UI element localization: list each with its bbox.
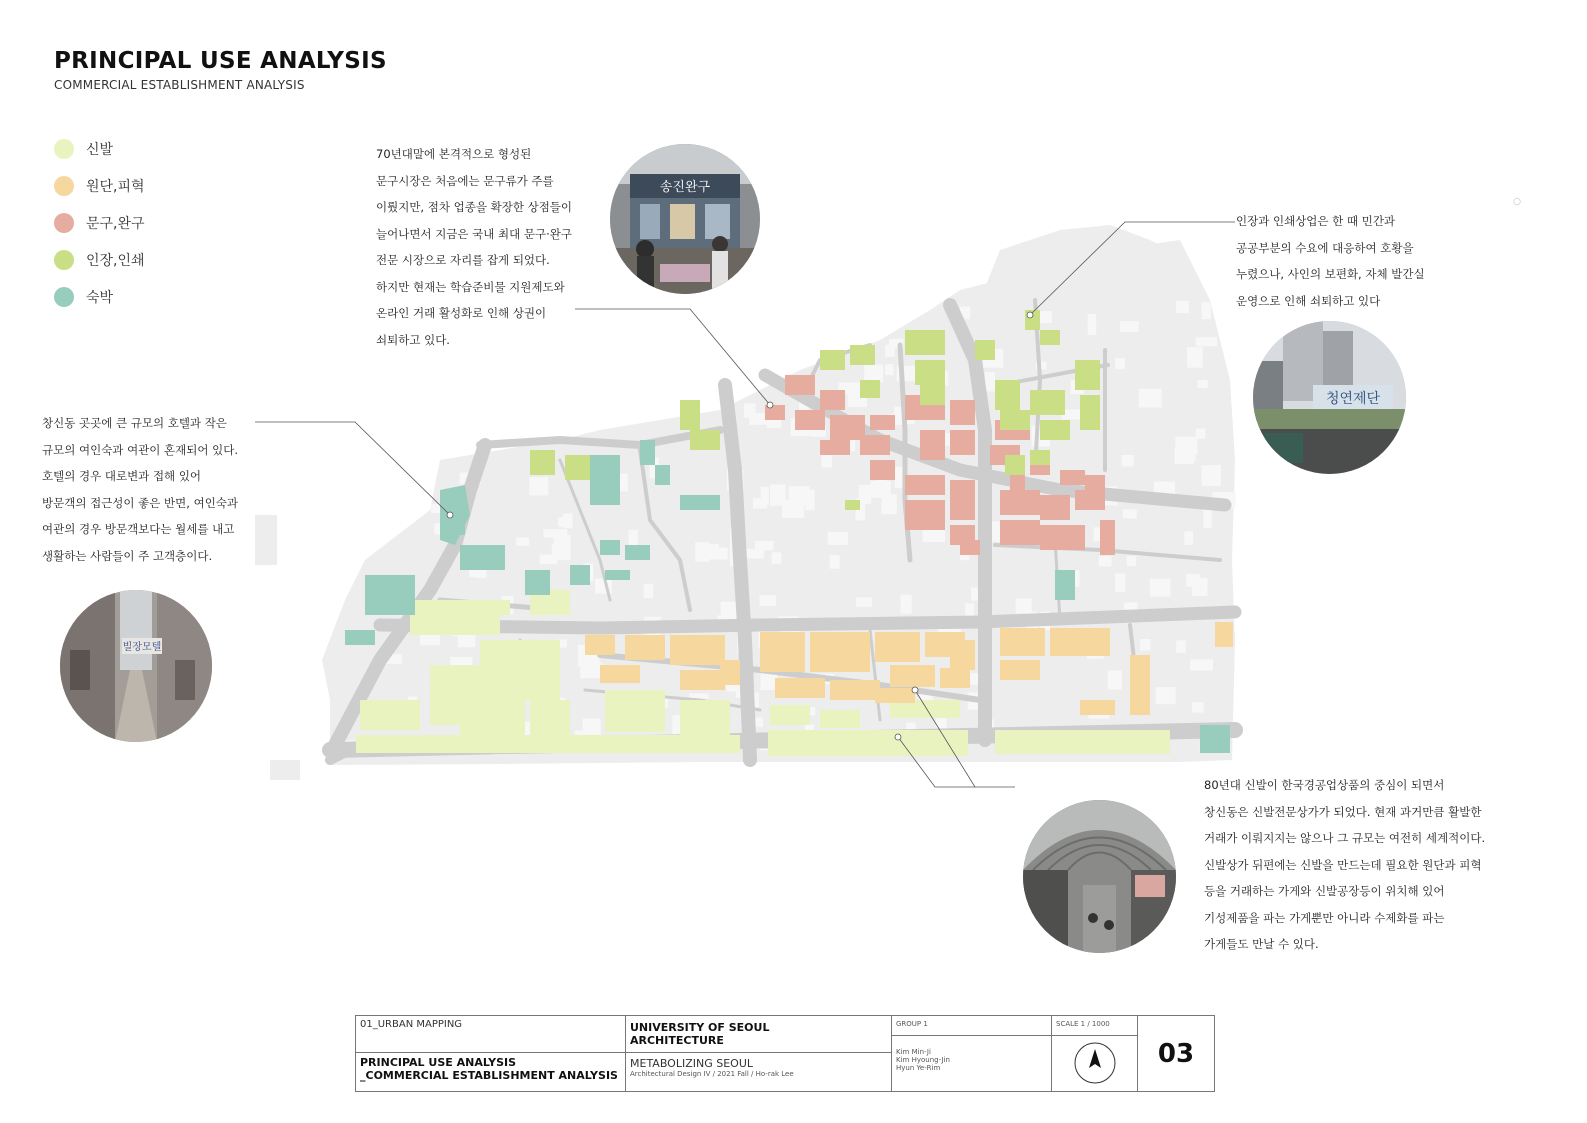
parcel-printing <box>1030 390 1065 415</box>
parcel-printing <box>975 340 995 360</box>
building <box>552 545 571 561</box>
parcel-stationery <box>1040 525 1085 550</box>
building <box>1115 358 1125 369</box>
parcel-fabric <box>1000 628 1045 656</box>
parcel-shoes <box>768 730 968 756</box>
parcel-printing <box>995 380 1020 410</box>
parcel-printing <box>860 380 880 398</box>
member-name: Kim Min-Ji <box>896 1048 931 1056</box>
parcel-stationery <box>1085 475 1105 490</box>
photo-printing-street <box>1253 321 1406 474</box>
member-name: Hyun Ye-Rim <box>896 1064 941 1072</box>
building <box>629 530 638 546</box>
building <box>644 584 654 598</box>
parcel-stationery <box>905 500 945 530</box>
building <box>558 517 567 527</box>
parcel-stationery <box>820 440 850 455</box>
parcel-fabric <box>625 635 665 660</box>
sheet-title-line-1: PRINCIPAL USE ANALYSIS <box>360 1056 517 1069</box>
parcel-lodging <box>1055 570 1075 600</box>
building <box>1108 671 1122 690</box>
building <box>1150 579 1171 597</box>
note-line: 쇠퇴하고 있다. <box>376 332 450 347</box>
note-line: 생활하는 사람들이 주 고객층이다. <box>42 548 213 563</box>
page-title: PRINCIPAL USE ANALYSIS <box>54 48 387 74</box>
building <box>1196 429 1206 439</box>
north-arrow-icon <box>1052 1036 1138 1091</box>
building <box>1130 270 1160 290</box>
parcel-fabric <box>775 678 825 698</box>
building <box>1202 465 1222 486</box>
parcel-shoes <box>530 700 570 740</box>
building <box>1203 508 1211 528</box>
title-block-north-cell <box>1052 1036 1138 1091</box>
title-block-section-cell <box>356 1016 626 1053</box>
project-name: METABOLIZING SEOUL <box>630 1057 754 1070</box>
parcel-stationery <box>1040 495 1070 520</box>
parcel-shoes <box>480 640 560 700</box>
parcel-stationery <box>950 430 975 455</box>
note-line: 이뤘지만, 점차 업종을 확장한 상점들이 <box>376 200 573 214</box>
building <box>1156 687 1176 704</box>
parcel-printing <box>915 360 945 385</box>
building <box>1176 301 1189 313</box>
parcel-lodging <box>590 455 620 505</box>
building <box>1196 337 1217 346</box>
note-line: 신발상가 뒤편에는 신발을 만드는데 필요한 원단과 피혁 <box>1204 857 1482 872</box>
building <box>1184 532 1193 545</box>
note-line: 전문 시장으로 자리를 잡게 되었다. <box>376 253 550 267</box>
parcel-shoes <box>820 710 860 728</box>
leader-line <box>255 422 450 515</box>
parcel-printing <box>1040 330 1060 345</box>
parcel-shoes <box>995 730 1170 754</box>
legend-label: 신발 <box>86 141 114 158</box>
parcel-lodging <box>625 545 650 560</box>
parcel-lodging <box>365 575 415 615</box>
parcel-fabric <box>1130 655 1150 715</box>
building <box>755 541 774 550</box>
parcel-stationery <box>860 435 890 455</box>
university-line-1: UNIVERSITY OF SEOUL <box>630 1021 770 1034</box>
building <box>1140 639 1150 650</box>
note-line: 인장과 인쇄상업은 한 때 민간과 <box>1236 214 1396 228</box>
legend-label: 원단,피혁 <box>86 178 145 195</box>
sign-text: 송진완구 <box>659 180 711 195</box>
parcel-fabric <box>760 632 805 672</box>
title-block-group-cell <box>892 1016 1052 1036</box>
parcel-lodging <box>460 545 505 570</box>
parcel-shoes <box>680 700 730 735</box>
note-line: 등을 거래하는 가게와 신발공장등이 위치해 있어 <box>1204 884 1445 898</box>
parcel-fabric <box>670 635 725 665</box>
parcel-fabric <box>890 665 935 687</box>
note-line: 창신동 곳곳에 큰 규모의 호텔과 작은 <box>42 416 227 430</box>
parcel-fabric <box>875 632 920 662</box>
building <box>760 595 776 606</box>
photo-lodging-alley <box>60 590 212 742</box>
building <box>864 365 883 383</box>
note-stationery <box>376 141 572 353</box>
parcel-stationery <box>1060 470 1085 485</box>
legend-label: 문구,완구 <box>86 215 145 232</box>
parcel-shoes <box>470 600 510 615</box>
parcel-printing <box>690 430 720 450</box>
sheet-number: 03 <box>1157 1038 1195 1069</box>
building <box>270 760 300 780</box>
building <box>881 494 896 514</box>
leader-dot <box>767 402 773 408</box>
building <box>830 555 840 569</box>
building <box>1123 509 1137 518</box>
parcel-stationery <box>950 400 975 425</box>
scale-label: SCALE 1 / 1000 <box>1056 1020 1110 1028</box>
building <box>772 552 782 563</box>
margin-mark: ○ <box>1513 197 1521 207</box>
title-block-project-cell <box>626 1053 892 1091</box>
legend-label: 인장,인쇄 <box>86 252 145 269</box>
parcel-stationery <box>795 410 825 430</box>
note-line: 호텔의 경우 대로변과 접해 있어 <box>42 469 202 483</box>
building <box>753 498 767 508</box>
building <box>770 485 786 506</box>
section-label: 01_URBAN MAPPING <box>360 1019 463 1030</box>
building <box>885 364 893 375</box>
parcel-printing <box>1030 450 1050 465</box>
building <box>1088 314 1097 335</box>
note-line: 운영으로 인해 쇠퇴하고 있다 <box>1236 293 1381 308</box>
parcel-printing <box>920 385 945 405</box>
parcel-printing <box>905 330 945 355</box>
note-line: 창신동은 신발전문상가가 되었다. 현재 과거만큼 활발한 <box>1204 804 1482 819</box>
building <box>828 532 848 545</box>
parcel-stationery <box>785 375 815 395</box>
parcel-stationery <box>870 460 895 480</box>
parcel-lodging <box>640 440 655 465</box>
group-label: GROUP 1 <box>896 1020 928 1028</box>
university-line-2: ARCHITECTURE <box>630 1034 724 1047</box>
parcel-fabric <box>1215 622 1233 647</box>
legend-label: 숙박 <box>86 289 114 306</box>
building <box>1016 599 1032 614</box>
parcel-printing <box>530 450 555 475</box>
note-lodging <box>42 410 238 569</box>
building <box>580 662 601 678</box>
parcel-lodging <box>680 495 720 510</box>
building <box>1192 702 1204 713</box>
building <box>789 486 810 505</box>
note-line: 거래가 이뤄지지는 않으나 그 규모는 여전히 세계적이다. <box>1204 831 1486 845</box>
parcel-stationery <box>830 415 865 440</box>
note-printing <box>1236 208 1425 314</box>
parcel-printing <box>845 500 860 510</box>
parcel-fabric <box>940 668 970 688</box>
parcel-printing <box>1005 455 1025 475</box>
leader-line <box>575 309 770 405</box>
parcel-printing <box>1040 420 1070 440</box>
parcel-printing <box>565 455 590 480</box>
page-subtitle: COMMERCIAL ESTABLISHMENT ANALYSIS <box>54 78 305 92</box>
parcel-lodging <box>600 540 620 555</box>
building <box>1192 578 1208 596</box>
sign-text: 빌장모텔 <box>122 642 162 653</box>
building <box>885 345 894 357</box>
parcel-fabric <box>585 635 615 655</box>
parcel-stationery <box>920 430 945 460</box>
parcel-fabric <box>600 665 640 683</box>
photo-stationery-market <box>610 144 760 294</box>
note-line: 온라인 거래 활성화로 인해 상권이 <box>376 306 547 320</box>
photo-shoe-arcade <box>1023 800 1176 953</box>
course-info: Architectural Design IV / 2021 Fall / Ho-rak Lee <box>630 1070 794 1078</box>
building <box>477 569 487 578</box>
parcel-shoes <box>360 700 420 730</box>
building <box>901 595 912 614</box>
parcel-printing <box>820 350 845 370</box>
building <box>255 515 277 565</box>
note-line: 방문객의 접근성이 좋은 반면, 여인숙과 <box>42 495 239 510</box>
note-line: 규모의 여인숙과 여관이 혼재되어 있다. <box>42 442 239 457</box>
building <box>856 597 872 606</box>
note-line: 여관의 경우 방문객보다는 월세를 내고 <box>42 522 235 536</box>
parcel-lodging <box>570 565 590 585</box>
leader-dot <box>1027 312 1033 318</box>
parcel-fabric <box>720 660 740 685</box>
parcel-fabric <box>1000 660 1040 680</box>
parcel-fabric <box>830 680 880 700</box>
leader-dot <box>912 687 918 693</box>
parcel-stationery <box>960 540 980 555</box>
building <box>1187 347 1203 368</box>
parcel-lodging <box>1200 725 1230 753</box>
building <box>1190 659 1213 670</box>
parcel-fabric <box>1050 628 1110 656</box>
title-block-sheet-number-cell <box>1138 1016 1214 1091</box>
parcel-stationery <box>1000 490 1040 515</box>
building <box>1176 640 1186 653</box>
parcel-stationery <box>1100 520 1115 555</box>
member-name: Kim Hyoung-Jin <box>896 1056 950 1064</box>
leader-dot <box>447 512 453 518</box>
parcel-printing <box>1000 410 1030 430</box>
building <box>1122 455 1134 466</box>
note-line: 가게들도 만날 수 있다. <box>1204 937 1319 951</box>
parcel-printing <box>680 400 700 430</box>
building <box>1202 302 1212 319</box>
building <box>1099 556 1112 566</box>
parcel-stationery <box>1075 490 1105 510</box>
parcel-stationery <box>905 475 945 495</box>
parcel-lodging <box>605 570 630 580</box>
building <box>529 477 548 495</box>
parcel-lodging <box>655 465 670 485</box>
building <box>1120 321 1139 332</box>
parcel-shoes <box>770 705 810 725</box>
note-line: 하지만 현재는 학습준비물 지원제도와 <box>376 279 565 294</box>
sign-text: 청연제단 <box>1325 391 1381 407</box>
building <box>543 529 567 537</box>
title-block-sheet-title-cell <box>356 1053 626 1091</box>
parcel-shoes <box>460 700 525 740</box>
note-line: 70년대말에 본격적으로 형성된 <box>376 147 532 161</box>
title-block-university-cell <box>626 1016 892 1053</box>
title-block-members-cell <box>892 1036 1052 1091</box>
note-line: 문구시장은 처음에는 문구류가 주를 <box>376 173 554 188</box>
parcel-fabric <box>680 670 725 690</box>
building <box>744 404 756 418</box>
parcel-fabric <box>950 640 975 670</box>
parcel-stationery <box>1000 520 1040 545</box>
parcel-stationery <box>950 480 975 520</box>
parcel-printing <box>850 345 875 365</box>
note-line: 기성제품을 파는 가게뿐만 아니라 수제화를 파는 <box>1204 910 1445 925</box>
building <box>1115 574 1125 593</box>
note-line: 공공부분의 수요에 대응하여 호황을 <box>1236 240 1414 255</box>
parcel-shoes <box>555 735 740 753</box>
building <box>1127 556 1136 566</box>
note-line: 늘어나면서 지금은 국내 최대 문구·완구 <box>376 226 573 241</box>
building <box>985 372 995 391</box>
note-shoes <box>1204 772 1485 958</box>
building <box>1198 380 1208 388</box>
leader-dot <box>895 734 901 740</box>
parcel-fabric <box>1080 700 1115 715</box>
parcel-fabric <box>810 632 870 672</box>
building <box>1139 389 1162 408</box>
parcel-stationery <box>820 390 845 410</box>
parcel-fabric <box>875 688 915 703</box>
building <box>1175 448 1194 464</box>
parcel-printing <box>1080 395 1100 430</box>
parcel-printing <box>1075 360 1100 390</box>
title-block <box>355 1015 1215 1092</box>
title-block-scale-cell <box>1052 1016 1138 1036</box>
building <box>420 634 440 645</box>
sheet-title-line-2: _COMMERCIAL ESTABLISHMENT ANALYSIS <box>360 1069 618 1082</box>
parcel-lodging <box>525 570 550 595</box>
parcel-shoes <box>605 690 665 732</box>
parcel-stationery <box>870 415 895 430</box>
note-line: 80년대 신발이 한국경공업상품의 중심이 되면서 <box>1204 778 1445 792</box>
building <box>695 542 709 562</box>
parcel-lodging <box>345 630 375 645</box>
note-line: 누렸으나, 사인의 보편화, 자체 발간실 <box>1236 267 1425 281</box>
building <box>516 538 529 546</box>
